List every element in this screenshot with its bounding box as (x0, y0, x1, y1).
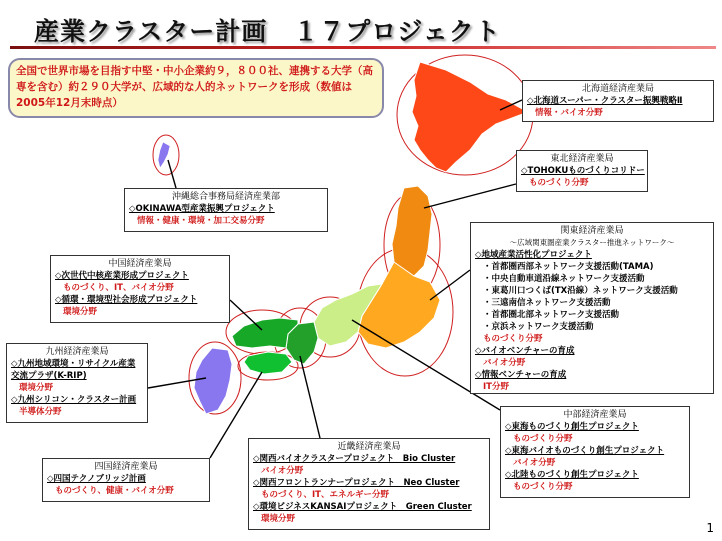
project-name: ◇四国テクノブリッジ計画 (47, 474, 146, 484)
bureau-name: 北海道経済産業局 (581, 84, 654, 94)
project-name: ◇情報ベンチャーの育成 (475, 370, 567, 380)
kanto-bureau-box (470, 222, 714, 394)
project-name: ◇環境ビジネスKANSAIプロジェクト Green Cluster (253, 502, 472, 512)
shikoku-bureau-box (42, 458, 210, 502)
tohoku-bureau-box (516, 150, 648, 192)
project-field: 環境分野 (261, 514, 296, 524)
project-field: ものづくり、IT、バイオ分野 (63, 283, 174, 293)
project-field: バイオ分野 (261, 466, 304, 476)
network-item: ・首都圏西部ネットワーク支援活動(TAMA) (483, 262, 654, 272)
project-field: バイオ分野 (513, 458, 556, 468)
bureau-name: 関東経済産業局 (560, 226, 624, 236)
project-name: ◇循環・環境型社会形成プロジェクト (55, 295, 198, 305)
kanto-region (358, 262, 440, 348)
summary-callout: 全国で世界市場を目指す中堅・中小企業約９，８００社、連携する大学（高専を含む）約２９０大学が、広域的な人的ネットワークを形成（数値は2005年12月末時点） (8, 58, 384, 118)
project-field: 半導体分野 (19, 407, 62, 417)
project-name: ◇関西フロントランナープロジェクト Neo Cluster (253, 478, 460, 488)
kanto-leader-line (430, 270, 470, 300)
bureau-subtitle: ～広域関東圏産業クラスター推進ネットワーク～ (509, 238, 675, 247)
tohoku-leader-line (424, 184, 516, 208)
project-field: ものづくり分野 (529, 178, 589, 188)
okinawa-region (158, 142, 170, 168)
project-name: ◇九州シリコン・クラスター計画 (11, 395, 137, 405)
project-name: ◇東海ものづくり創生プロジェクト (505, 422, 639, 432)
project-name: ◇バイオベンチャーの育成 (475, 346, 575, 356)
bureau-name: 中国経済産業局 (108, 259, 172, 269)
project-name: ◇関西バイオクラスタープロジェクト Bio Cluster (253, 454, 456, 464)
network-item: ・三遠南信ネットワーク支援活動 (483, 298, 611, 308)
project-name: ◇TOHOKUものづくりコリドー (521, 166, 645, 176)
kinki-bureau-box (248, 438, 490, 530)
hokkaido-bureau-box (522, 80, 714, 122)
network-item: ・東葛川口つくば(TX沿線）ネットワーク支援活動 (483, 286, 678, 296)
project-field: ものづくり、IT、エネルギー分野 (261, 490, 389, 500)
page-number: 1 (706, 521, 714, 535)
network-item: ・中央自動車道沿線ネットワーク支援活動 (483, 274, 645, 284)
bureau-name: 近畿経済産業局 (337, 442, 401, 452)
project-field: IT分野 (483, 382, 509, 392)
project-name: ◇九州地域環境・リサイクル産業交流プラザ(K-RIP) (11, 359, 136, 381)
kinki-leader-line (300, 356, 320, 438)
project-field: 環境分野 (63, 307, 98, 317)
bureau-name: 東北経済産業局 (550, 154, 614, 164)
project-field: 情報・バイオ分野 (535, 108, 603, 118)
project-name: ◇東海バイオものづくり創生プロジェクト (505, 446, 665, 456)
project-field: 環境分野 (19, 383, 54, 393)
hokkaido-region (412, 62, 528, 172)
bureau-name: 九州経済産業局 (45, 347, 109, 357)
network-item: ・京浜ネットワーク支援活動 (483, 322, 594, 332)
project-field: ものづくり分野 (513, 434, 573, 444)
project-field: 情報・健康・環境・加工交易分野 (137, 216, 265, 226)
project-name: ◇OKINAWA型産業振興プロジェクト (129, 204, 275, 214)
network-item: ・首都圏北部ネットワーク支援活動 (483, 310, 620, 320)
bureau-name: 四国経済産業局 (94, 462, 158, 472)
page-title: 産業クラスター計画 １７プロジェクト (34, 17, 501, 46)
project-field: ものづくり分野 (513, 482, 573, 492)
kyushu-bureau-box (6, 343, 148, 423)
shikoku-region (244, 352, 292, 374)
project-name: ◇北海道スーパー・クラスター振興戦略Ⅱ (527, 96, 683, 106)
project-field: ものづくり分野 (483, 334, 543, 344)
chubu-bureau-box (500, 406, 690, 498)
bureau-name: 中部経済産業局 (563, 410, 627, 420)
project-field: バイオ分野 (483, 358, 526, 368)
bureau-name: 沖縄総合事務局経済産業部 (171, 192, 280, 202)
project-name: ◇地域産業活性化プロジェクト (475, 250, 592, 260)
project-field: ものづくり、健康・バイオ分野 (55, 486, 174, 496)
okinawa-bureau-box (124, 188, 328, 232)
kyushu-region (194, 348, 232, 414)
project-name: ◇次世代中核産業形成プロジェクト (55, 271, 189, 281)
chugoku-bureau-box (50, 255, 230, 323)
project-name: ◇北陸ものづくり創生プロジェクト (505, 470, 639, 480)
